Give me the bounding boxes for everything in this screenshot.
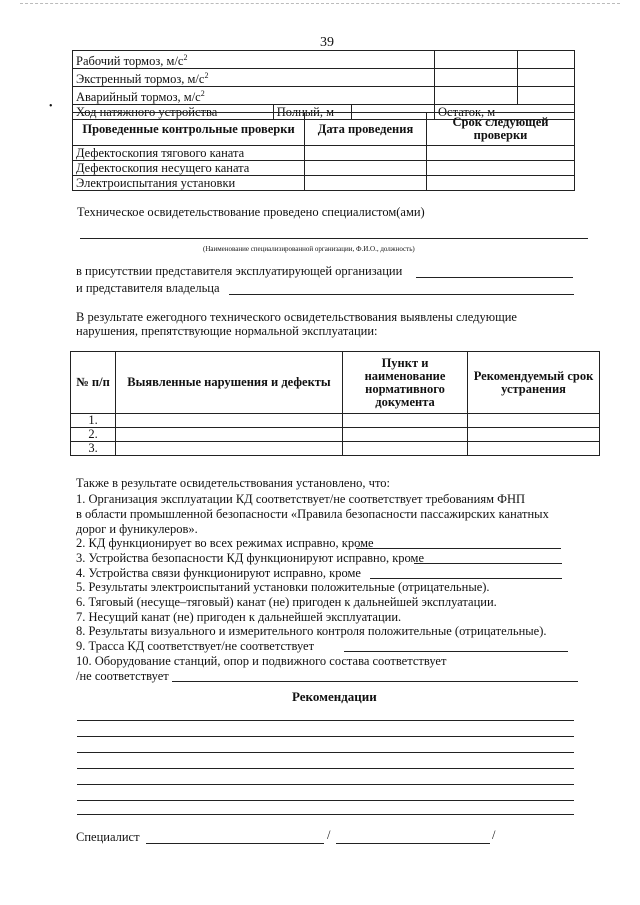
recommendation-line <box>77 800 574 801</box>
result-item-10-cont: /не соответствует <box>76 669 169 683</box>
checks-header-date: Дата проведения <box>305 113 427 146</box>
presence-owner: и представителя владельца <box>76 281 220 295</box>
page-number: 39 <box>320 35 334 50</box>
result-item-5: 5. Результаты электроиспытаний установки положительные (отрицательные). <box>76 580 490 594</box>
result-item-3: 3. Устройства безопасности КД функционируют исправно, кроме <box>76 551 424 565</box>
check-row-carrying: Дефектоскопия несущего каната <box>73 161 305 176</box>
brakes-table <box>72 50 575 120</box>
result-item-9: 9. Трасса КД соответствует/не соответствует <box>76 639 315 653</box>
result-item-6: 6. Тяговый (несуще–тяговый) канат (не) пригоден к дальнейшей эксплуатации. <box>76 595 497 609</box>
checks-header-type: Проведенные контрольные проверки <box>73 113 305 146</box>
margin-bullet: • <box>49 101 53 112</box>
result-item-1-cont: дорог и фуникулеров». <box>76 522 198 536</box>
tension-label: Ход натяжного устройства <box>73 105 274 120</box>
violation-row-num: 2. <box>71 428 116 442</box>
violations-header-deadline: Рекомендуемый срок устранения <box>468 352 600 414</box>
violations-header-clause: Пункт и наименование нормативного документа <box>343 352 468 414</box>
checks-table <box>72 112 575 191</box>
presence-operator: в присутствии представителя эксплуатирующей организации <box>76 264 403 278</box>
signature-slash: / <box>492 828 496 842</box>
violations-header-defects: Выявленные нарушения и дефекты <box>116 352 343 414</box>
owner-line <box>229 294 574 295</box>
result-item-2: 2. КД функционирует во всех режимах исправно, кроме <box>76 536 374 550</box>
recommendation-line <box>77 768 574 769</box>
inspection-statement: Техническое освидетельствование проведено специалистом(ами) <box>77 205 425 219</box>
working-brake-label: Рабочий тормоз, $м/с^2$ <box>73 51 435 69</box>
violations-table <box>70 351 600 456</box>
result-item-1: 1. Организация эксплуатации КД соответствует/не соответствует требованиям ФНП <box>76 492 526 506</box>
page-top-edge <box>20 3 620 4</box>
signature-label: Специалист <box>76 830 140 844</box>
signature-slash: / <box>327 828 331 842</box>
violation-row-num: 1. <box>71 414 116 428</box>
emergency-brake-label: Экстренный тормоз, $м/с^2$ <box>73 69 435 87</box>
violation-row-num: 3. <box>71 442 116 456</box>
checks-header-next: Срок следующей проверки <box>427 113 575 146</box>
result-item-10: 10. Оборудование станций, опор и подвижного состава соответствует <box>76 654 447 668</box>
recommendations-title: Рекомендации <box>292 689 377 704</box>
operator-line <box>416 277 573 278</box>
signature-name-line <box>336 843 490 844</box>
check-row-traction: Дефектоскопия тягового каната <box>73 146 305 161</box>
result-item-4: 4. Устройства связи функционируют исправно, кроме <box>76 566 361 580</box>
signature-line <box>146 843 324 844</box>
accident-brake-label: Аварийный тормоз, $м/с^2$ <box>73 87 435 105</box>
inspector-caption: (Наименование специализированной организации, Ф.И.О., должность) <box>203 245 415 253</box>
recommendation-line <box>77 784 574 785</box>
recommendation-line <box>77 736 574 737</box>
check-row-electrical: Электроиспытания установки <box>73 176 305 191</box>
results-intro: Также в результате освидетельствования установлено, что: <box>76 476 390 490</box>
tension-remaining-label: Остаток, м <box>435 105 575 120</box>
inspector-line <box>80 238 588 239</box>
recommendation-line <box>77 720 574 721</box>
violations-intro-1: В результате ежегодного технического освидетельствования выявлены следующие <box>76 310 517 324</box>
result-item-1-cont: в области промышленной безопасности «Правила безопасности пассажирских канатных <box>76 507 549 521</box>
violations-header-num: № п/п <box>71 352 116 414</box>
result-item-8: 8. Результаты визуального и измерительного контроля положительные (отрицательные). <box>76 624 547 638</box>
violations-intro-2: нарушения, препятствующие нормальной эксплуатации: <box>76 324 378 338</box>
tension-full-label: Полный, м <box>273 105 351 120</box>
recommendation-line <box>77 752 574 753</box>
result-item-7: 7. Несущий канат (не) пригоден к дальнейшей эксплуатации. <box>76 610 402 624</box>
recommendation-line <box>77 814 574 815</box>
